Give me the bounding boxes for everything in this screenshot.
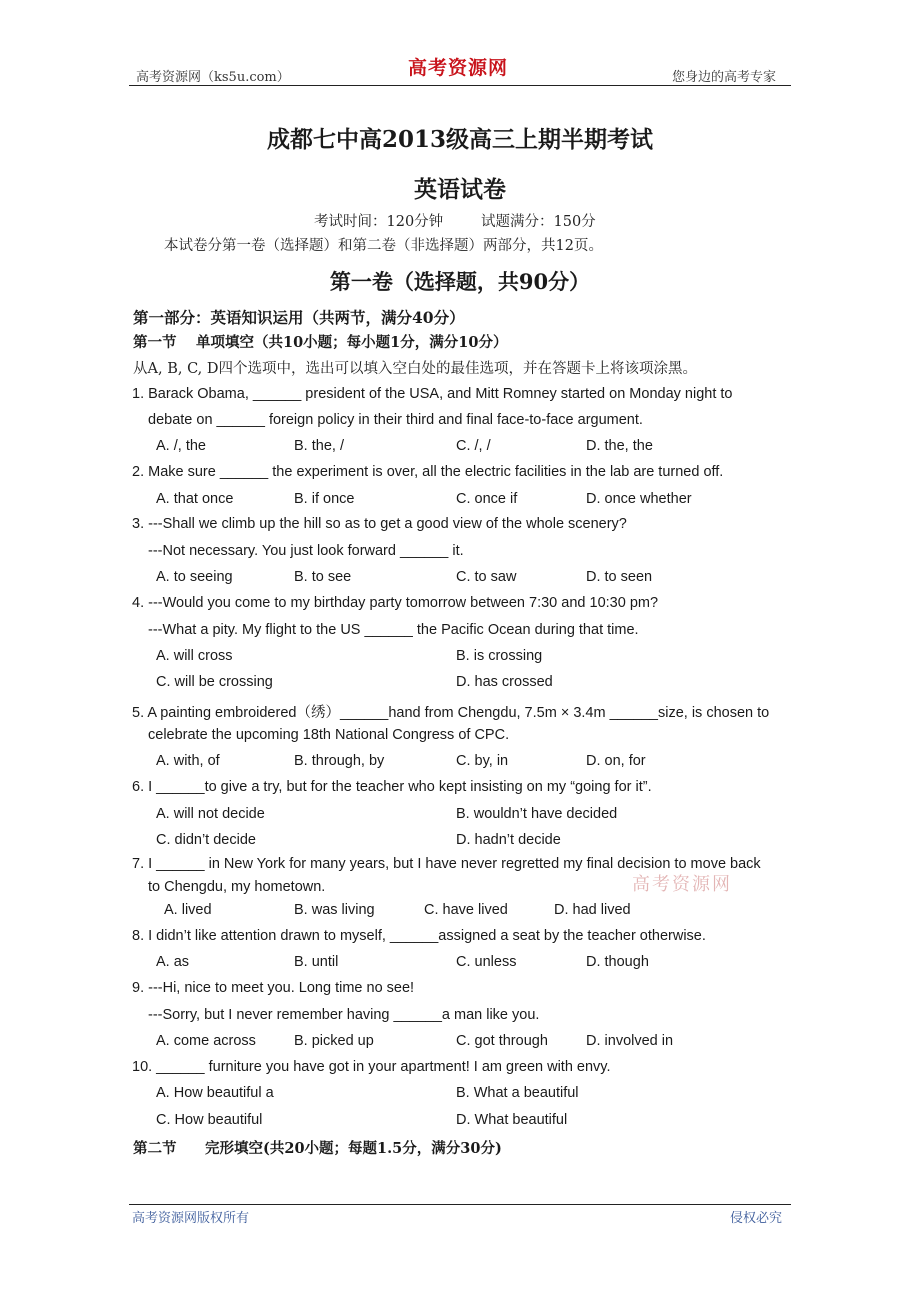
question-4-line-1: 4. ---Would you come to my birthday party tomorrow between 7:30 and 10:30 pm? <box>132 595 659 611</box>
q6-option-b: B. wouldn’t have decided <box>456 806 618 822</box>
exam-subtitle: 英语试卷 <box>414 176 506 203</box>
header-site-name: 高考资源网（ks5u.com） <box>136 70 290 85</box>
q3-option-b: B. to see <box>294 569 352 585</box>
q8-option-c: C. unless <box>456 954 517 970</box>
section-one-label: 第一节 <box>133 334 177 351</box>
q2-option-a: A. that once <box>156 491 234 507</box>
footer-notice: 侵权必究 <box>730 1211 783 1226</box>
q10-option-b: B. What a beautiful <box>456 1085 579 1101</box>
exam-time: 考试时间：120分钟 <box>314 214 444 230</box>
header-rule <box>129 85 791 86</box>
q8-option-b: B. until <box>294 954 339 970</box>
q1-option-c: C. /, / <box>456 438 491 454</box>
q4-option-b: B. is crossing <box>456 648 543 664</box>
footer-rule <box>129 1204 791 1205</box>
section-one-instruction: 从A, B, C, D四个选项中，选出可以填入空白处的最佳选项，并在答题卡上将该项涂黑。 <box>133 361 697 377</box>
q10-option-a: A. How beautiful a <box>156 1085 274 1101</box>
question-3-line-1: 3. ---Shall we climb up the hill so as to get a good view of the whole scenery? <box>132 516 627 532</box>
exam-intro: 本试卷分第一卷（选择题）和第二卷（非选择题）两部分，共12页。 <box>164 238 603 254</box>
q5-option-c: C. by, in <box>456 753 509 769</box>
question-3-line-2: ---Not necessary. You just look forward ______ it. <box>148 543 464 559</box>
q9-option-d: D. involved in <box>586 1033 674 1049</box>
question-9-line-2: ---Sorry, but I never remember having ______a man like you. <box>148 1007 540 1023</box>
watermark-text: 高考资源网 <box>632 874 732 895</box>
q3-option-a: A. to seeing <box>156 569 233 585</box>
footer-copyright: 高考资源网版权所有 <box>132 1211 250 1226</box>
q4-option-c: C. will be crossing <box>156 674 273 690</box>
q2-option-c: C. once if <box>456 491 518 507</box>
question-6-line-1: 6. I ______to give a try, but for the teacher who kept insisting on my “going for it”. <box>132 779 652 795</box>
q7-option-b: B. was living <box>294 902 375 918</box>
part-one-heading: 第一部分：英语知识运用（共两节，满分40分） <box>133 308 465 327</box>
q1-option-b: B. the, / <box>294 438 344 454</box>
q3-option-c: C. to saw <box>456 569 517 585</box>
q1-option-a: A. /, the <box>156 438 206 454</box>
question-5-line-1: 5. A painting embroidered（绣）______hand from Chengdu, 7.5m × 3.4m ______size, is chosen to <box>132 705 770 721</box>
q6-option-c: C. didn’t decide <box>156 832 256 848</box>
q4-option-d: D. has crossed <box>456 674 553 690</box>
question-7-line-2: to Chengdu, my hometown. <box>148 879 326 895</box>
section-one-title: 单项填空（共10小题；每小题1分，满分10分） <box>196 334 508 351</box>
question-5-line-2: celebrate the upcoming 18th National Congress of CPC. <box>148 727 510 743</box>
question-1-line-1: 1. Barack Obama, ______ president of the USA, and Mitt Romney started on Monday night to <box>132 386 733 402</box>
q3-option-d: D. to seen <box>586 569 653 585</box>
q7-option-a: A. lived <box>164 902 212 918</box>
q5-option-d: D. on, for <box>586 753 646 769</box>
q9-option-c: C. got through <box>456 1033 548 1049</box>
section-two-title: 完形填空(共20小题；每题1.5分，满分30分) <box>205 1140 502 1157</box>
site-logo: 高考资源网 <box>408 57 509 79</box>
q6-option-d: D. hadn’t decide <box>456 832 561 848</box>
header-slogan: 您身边的高考专家 <box>672 70 777 85</box>
section-two-label: 第二节 <box>133 1140 177 1157</box>
question-7-line-1: 7. I ______ in New York for many years, but I have never regretted my final decision to move back <box>132 856 761 872</box>
q2-option-d: D. once whether <box>586 491 692 507</box>
question-8-line-1: 8. I didn’t like attention drawn to myself, ______assigned a seat by the teacher otherwise. <box>132 928 706 944</box>
q9-option-a: A. come across <box>156 1033 256 1049</box>
q8-option-a: A. as <box>156 954 190 970</box>
q10-option-d: D. What beautiful <box>456 1112 568 1128</box>
question-4-line-2: ---What a pity. My flight to the US ______ the Pacific Ocean during that time. <box>148 622 639 638</box>
q5-option-a: A. with, of <box>156 753 220 769</box>
question-1-line-2: debate on ______ foreign policy in their third and final face-to-face argument. <box>148 412 643 428</box>
q10-option-c: C. How beautiful <box>156 1112 263 1128</box>
question-2-line-1: 2. Make sure ______ the experiment is over, all the electric facilities in the lab are turned off. <box>132 464 724 480</box>
full-score: 试题满分：150分 <box>481 214 596 230</box>
q5-option-b: B. through, by <box>294 753 385 769</box>
question-10-line-1: 10. ______ furniture you have got in your apartment! I am green with envy. <box>132 1059 611 1075</box>
q7-option-d: D. had lived <box>554 902 631 918</box>
question-9-line-1: 9. ---Hi, nice to meet you. Long time no see! <box>132 980 415 996</box>
exam-title: 成都七中高2013级高三上期半期考试 <box>266 126 653 153</box>
q9-option-b: B. picked up <box>294 1033 374 1049</box>
q2-option-b: B. if once <box>294 491 355 507</box>
volume-one-heading: 第一卷（选择题，共90分） <box>329 269 591 294</box>
q4-option-a: A. will cross <box>156 648 233 664</box>
q8-option-d: D. though <box>586 954 649 970</box>
q7-option-c: C. have lived <box>424 902 508 918</box>
q6-option-a: A. will not decide <box>156 806 265 822</box>
q1-option-d: D. the, the <box>586 438 653 454</box>
